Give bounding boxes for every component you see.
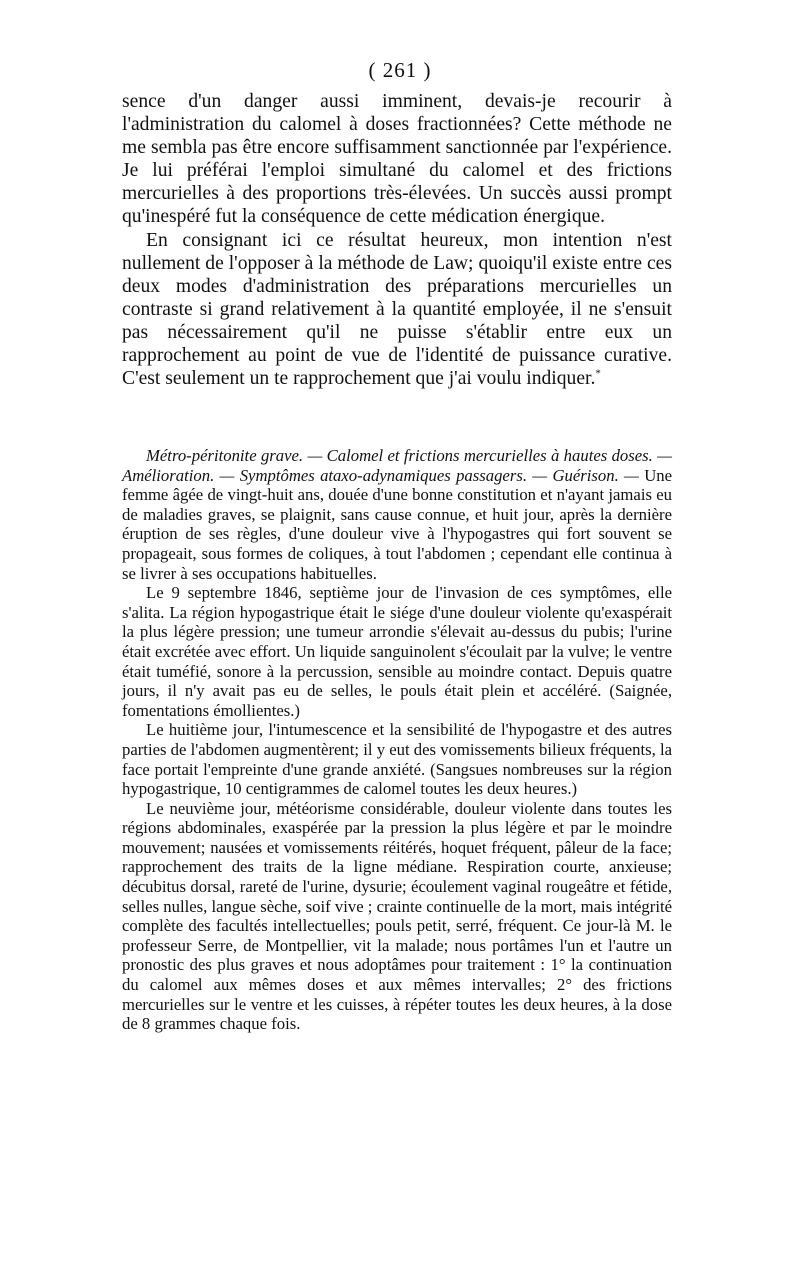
paragraph-law-method: En consignant ici ce résultat heureux, mon intention n'est nullement de l'opposer à la méthode de Law; quoiqu'il existe entre ces deux modes d'administration des préparations mercurielles un contraste si grand relativement à la quantité employée, il ne s'ensuit pas nécessairement qu'il ne puisse s'établir entre eux un rapprochement au point de vue de l'identité de puissance curative. C'est seulement un te rapprochement que j'ai voulu indiquer.* [122, 229, 672, 390]
section-case-report [122, 446, 672, 1034]
paragraph-conclusion: sence d'un danger aussi imminent, devais-je recourir à l'administration du calomel à doses fractionnées? Cette méthode ne me sembla pas être encore suffisamment sanctionnée par l'expérience. Je lui préférai l'emploi simultané du calomel et des frictions mercurielles à des proportions très-élevées. Un succès aussi prompt qu'inespéré fut la conséquence de cette médication énergique. [122, 91, 672, 228]
case-intro: Une femme âgée de vingt-huit ans, douée d'une bonne constitution et n'ayant jamais eu de maladies graves, se plaignit, sans cause connue, et huit jour, après la dernière éruption de ses règles, d'une douleur vive à l'hypogastres qui fort souvent se propageait, sous formes de coliques, à tout l'abdomen ; cependant elle continua à se livrer à ses occupations habituelles. [122, 465, 673, 583]
case-title: Métro-péritonite grave. — Calomel et frictions mercurielles à hautes doses. — Amélioration. — Symptômes ataxo-adynamiques passagers. — Guérison. — [122, 446, 672, 485]
footnote-mark: * [595, 367, 601, 380]
paragraph-september-9: Le 9 septembre 1846, septième jour de l'invasion de ces symptômes, elle s'alita. La région hypogastrique était le siége d'une douleur violente qu'exaspérait la plus légère pression; une tumeur arrondie s'élevait au-dessus du pubis; l'urine était excrétée avec effort. Un liquide sanguinolent s'écoulait par la vulve; le ventre était tuméfié, sonore à la percussion, sensible au moindre contact. Depuis quatre jours, il n'y avait pas eu de selles, le pouls était plein et accéléré. (Saignée, fomentations émollientes.) [122, 583, 672, 720]
paragraph-eighth-day: Le huitième jour, l'intumescence et la sensibilité de l'hypogastre et des autres parties de l'abdomen augmentèrent; il y eut des vomissements bilieux fréquents, la face portait l'empreinte d'une grande anxiété. (Sangsues nombreuses sur la région hypogastrique, 10 centigrammes de calomel toutes les deux heures.) [122, 720, 672, 799]
case-heading [122, 446, 672, 583]
page-number: ( 261 ) [368, 58, 432, 82]
paragraph-ninth-day: Le neuvième jour, météorisme considérable, douleur violente dans toutes les régions abdominales, exaspérée par la pression la plus légère et par le moindre mouvement; nausées et vomissements réitérés, hoquet fréquent, pâleur de la face; rapprochement des traits de la ligne médiane. Respiration courte, anxieuse; décubitus dorsal, rareté de l'urine, dysurie; écoulement vaginal rougeâtre et fétide, selles nulles, langue sèche, soif vive ; crainte continuelle de la mort, mais intégrité complète des facultés intellectuelles; pouls petit, serré, fréquent. Ce jour-là M. le professeur Serre, de Montpellier, vit la malade; nous portâmes l'un et l'autre un pronostic des plus graves et nous adoptâmes pour traitement : 1° la continuation du calomel aux mêmes doses et aux mêmes intervalles; 2° des frictions mercurielles sur le ventre et les cuisses, à répéter toutes les deux heures, à la dose de 8 grammes chaque fois. [122, 798, 672, 1034]
section-previous-case [122, 90, 672, 390]
